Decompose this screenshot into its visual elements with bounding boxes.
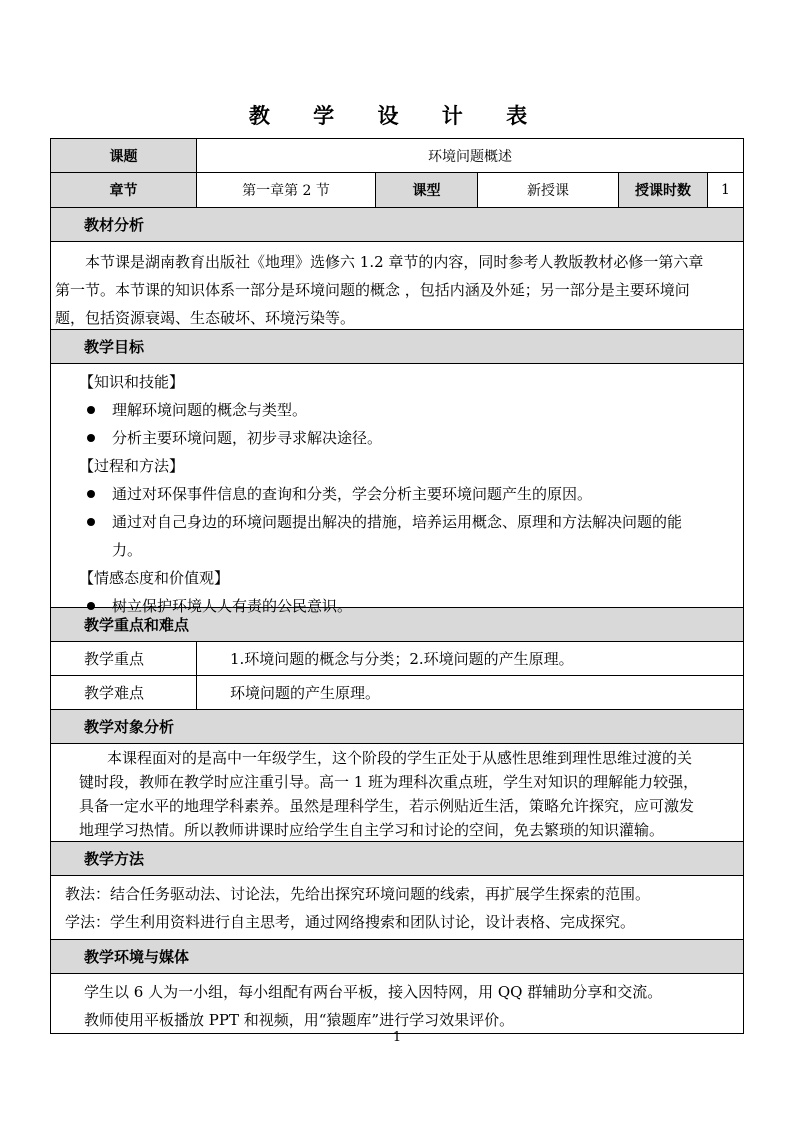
methods-heading: 教学方法 <box>51 841 743 875</box>
material-text <box>51 241 743 329</box>
focus-value: 1.环境问题的概念与分类；2.环境问题的产生原理。 <box>196 642 743 675</box>
audience-line-3: 具备一定水平的地理学科素养。虽然是理科学生，若示例贴近生活，策略允许探究，应可激发 <box>79 797 695 815</box>
difficulty-label: 教学难点 <box>84 684 145 702</box>
hours-value: 1 <box>707 173 743 207</box>
lesson-plan-table <box>50 138 744 1034</box>
knowledge-item: 分析主要环境问题，初步寻求解决途径。 <box>51 424 743 452</box>
environment-text <box>51 973 743 1033</box>
difficulty-row <box>51 675 743 709</box>
material-line-3: 题，包括资源衰竭、生态破坏、环境污染等。 <box>55 309 356 327</box>
keypoints-heading: 教学重点和难点 <box>51 607 743 641</box>
audience-line-1: 本课程面对的是高中一年级学生，这个阶段的学生正处于从感性思维到理性思维过渡的关 <box>107 749 693 767</box>
emotion-item: 树立保护环境人人有责的公民意识。 <box>51 592 743 620</box>
type-value: 新授课 <box>477 173 618 207</box>
process-item: 通过对环保事件信息的查询和分类，学会分析主要环境问题产生的原因。 <box>51 480 743 508</box>
teaching-method: 教法：结合任务驱动法、讨论法，先给出探究环境问题的线索，再扩展学生探索的范围。 <box>65 885 651 903</box>
process-item-continuation: 力。 <box>112 541 143 559</box>
bullet-icon <box>87 490 95 498</box>
bullet-icon <box>87 406 95 414</box>
learning-method: 学法：学生利用资料进行自主思考，通过网络搜索和团队讨论，设计表格、完成探究。 <box>65 913 636 931</box>
goals-content <box>51 363 743 615</box>
methods-text <box>51 875 743 939</box>
difficulty-value: 环境问题的产生原理。 <box>196 676 743 709</box>
course-value: 环境问题概述 <box>196 139 743 172</box>
material-line-2: 第一节。本节课的知识体系一部分是环境问题的概念 ，包括内涵及外延；另一部分是主要环境问 <box>55 281 690 299</box>
bullet-icon <box>87 602 95 610</box>
process-title: 【过程和方法】 <box>79 457 185 475</box>
bullet-icon <box>87 434 95 442</box>
material-heading: 教材分析 <box>51 207 743 241</box>
type-label: 课型 <box>375 173 477 207</box>
hours-label: 授课时数 <box>618 173 707 207</box>
emotion-title: 【情感态度和价值观】 <box>79 569 230 587</box>
document-title: 教 学 设 计 表 <box>248 103 546 128</box>
focus-label: 教学重点 <box>84 650 145 668</box>
process-item: 通过对自己身边的环境问题提出解决的措施，培养运用概念、原理和方法解决问题的能 <box>51 508 743 536</box>
bullet-icon <box>87 518 95 526</box>
focus-row <box>51 641 743 675</box>
audience-line-2: 键时段，教师在教学时应注重引导。高一 1 班为理科次重点班，学生对知识的理解能力较强， <box>79 773 699 791</box>
environment-heading: 教学环境与媒体 <box>51 939 743 973</box>
knowledge-title: 【知识和技能】 <box>79 373 185 391</box>
chapter-label: 章节 <box>51 173 196 207</box>
environment-line-2: 教师使用平板播放 PPT 和视频，用“猿题库”进行学习效果评价。 <box>84 1011 515 1029</box>
page-number: 1 <box>392 1030 402 1045</box>
audience-line-4: 地理学习热情。所以教师讲课时应给学生自主学习和讨论的空间，免去繁琐的知识灌输。 <box>79 821 665 839</box>
material-line-1: 本节课是湖南教育出版社《地理》选修六 1.2 章节的内容，同时参考人教版教材必修一第六章 <box>85 253 704 271</box>
course-label: 课题 <box>51 139 196 172</box>
audience-text <box>51 743 743 841</box>
chapter-value: 第一章第 2 节 <box>196 173 375 207</box>
chapter-row <box>51 172 743 207</box>
audience-heading: 教学对象分析 <box>51 709 743 743</box>
course-row <box>51 139 743 172</box>
knowledge-item: 理解环境问题的概念与类型。 <box>51 396 743 424</box>
goals-heading: 教学目标 <box>51 329 743 363</box>
environment-line-1: 学生以 6 人为一小组，每小组配有两台平板，接入因特网，用 QQ 群辅助分享和交流。 <box>84 983 663 1001</box>
